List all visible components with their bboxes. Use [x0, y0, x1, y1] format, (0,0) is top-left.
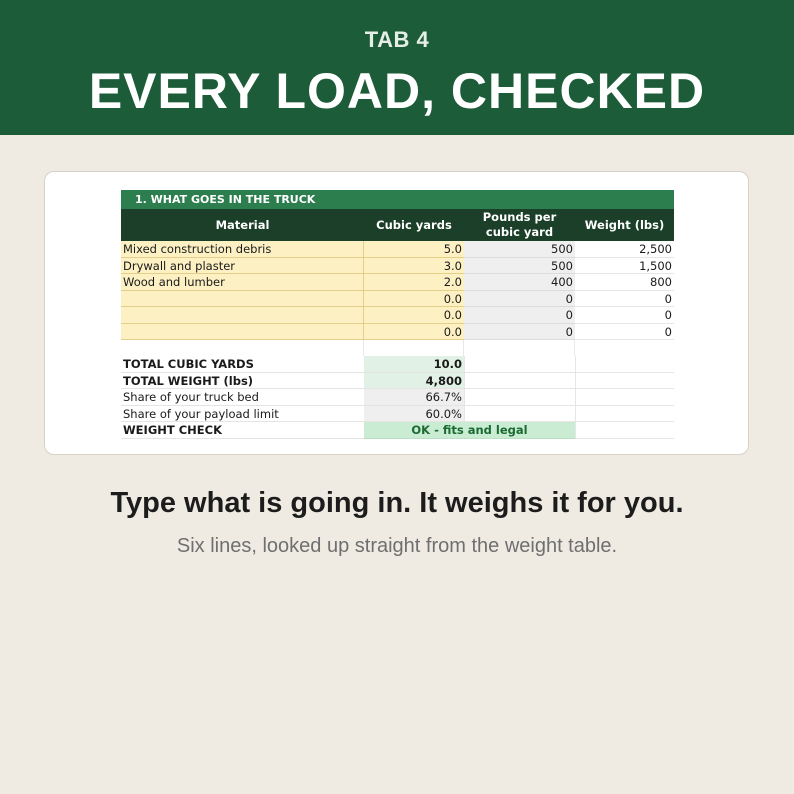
spreadsheet [121, 190, 674, 439]
column-header-cubic-yards: Cubic yards [376, 217, 452, 232]
cubic-yards-input[interactable]: 0.0 [364, 324, 464, 341]
total-cubic-yards-value: 10.0 [364, 356, 464, 373]
table-row [121, 241, 674, 258]
summary-row-weight-check [121, 422, 674, 439]
weight-cell: 2,500 [575, 241, 674, 258]
weight-cell: 800 [575, 274, 674, 291]
summary-row-total-yards [121, 356, 674, 373]
pounds-per-yard-cell: 500 [464, 241, 575, 258]
weight-cell: 1,500 [575, 258, 674, 275]
cubic-yards-input[interactable]: 5.0 [364, 241, 464, 258]
column-header-row [121, 209, 674, 241]
weight-check-label: WEIGHT CHECK [121, 422, 364, 439]
pounds-per-yard-cell: 0 [464, 291, 575, 308]
table-row [121, 258, 674, 275]
summary-row-total-weight [121, 373, 674, 390]
truck-bed-share-value: 66.7% [364, 389, 464, 406]
table-row [121, 274, 674, 291]
total-cubic-yards-label: TOTAL CUBIC YARDS [121, 356, 364, 373]
weight-cell: 0 [575, 307, 674, 324]
cubic-yards-input[interactable]: 0.0 [364, 307, 464, 324]
material-input[interactable]: Drywall and plaster [121, 258, 364, 275]
total-weight-label: TOTAL WEIGHT (lbs) [121, 373, 364, 390]
cubic-yards-input[interactable]: 0.0 [364, 291, 464, 308]
pounds-per-yard-cell: 0 [464, 324, 575, 341]
pounds-per-yard-cell: 0 [464, 307, 575, 324]
column-header-pounds-per-yard: Pounds per cubic yard [482, 210, 557, 239]
weight-cell: 0 [575, 291, 674, 308]
material-input[interactable]: Wood and lumber [121, 274, 364, 291]
table-row [121, 324, 674, 341]
cubic-yards-input[interactable]: 3.0 [364, 258, 464, 275]
payload-share-label: Share of your payload limit [121, 406, 364, 423]
page-title: EVERY LOAD, CHECKED [88, 63, 706, 119]
column-header-weight: Weight (lbs) [584, 217, 665, 232]
material-input[interactable]: Mixed construction debris [121, 241, 364, 258]
column-header-material: Material [215, 217, 270, 232]
caption-subtitle: Six lines, looked up straight from the weight table. [176, 535, 618, 557]
header-banner [0, 0, 794, 135]
caption-title: Type what is going in. It weighs it for you. [110, 487, 684, 519]
summary-row-truck-bed [121, 389, 674, 406]
table-row [121, 307, 674, 324]
payload-share-value: 60.0% [364, 406, 464, 423]
pounds-per-yard-cell: 400 [464, 274, 575, 291]
tab-label: TAB 4 [364, 27, 430, 52]
total-weight-value: 4,800 [364, 373, 464, 390]
material-input[interactable] [121, 307, 364, 324]
pounds-per-yard-cell: 500 [464, 258, 575, 275]
summary-row-payload [121, 406, 674, 423]
section-title: 1. WHAT GOES IN THE TRUCK [121, 190, 674, 209]
cubic-yards-input[interactable]: 2.0 [364, 274, 464, 291]
truck-bed-share-label: Share of your truck bed [121, 389, 364, 406]
table-row [121, 291, 674, 308]
spreadsheet-card [44, 171, 749, 455]
material-input[interactable] [121, 291, 364, 308]
material-input[interactable] [121, 324, 364, 341]
spacer-row [121, 340, 674, 356]
weight-check-status: OK - fits and legal [364, 422, 575, 439]
weight-cell: 0 [575, 324, 674, 341]
